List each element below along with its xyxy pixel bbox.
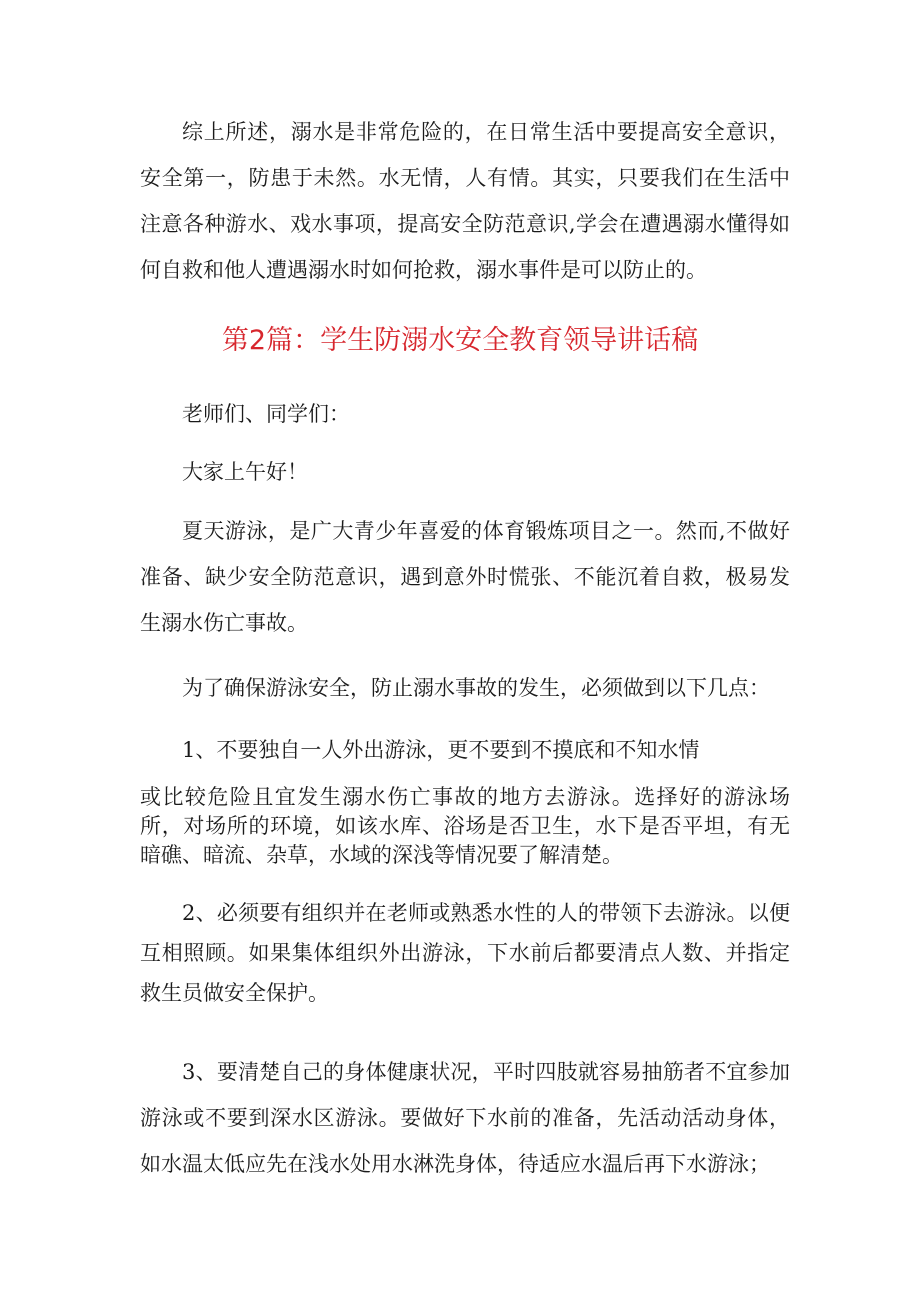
point-1-continuation: 或比较危险且宜发生溺水伤亡事故的地方去游泳。选择好的游泳场所，对场所的环境，如该水库、浴场是否卫生，水下是否平坦，有无暗礁、暗流、杂草，水域的深浅等情况要了解清楚。 — [140, 785, 790, 867]
paragraph-swimming: 夏天游泳，是广大青少年喜爱的体育锻炼项目之一。然而,不做好准备、缺少安全防范意识，遇到意外时慌张、不能沉着自救，极易发生溺水伤亡事故。 — [140, 519, 790, 635]
section-title: 第2篇：学生防溺水安全教育领导讲话稿 — [221, 325, 699, 356]
paragraph-points-intro: 为了确保游泳安全，防止溺水事故的发生，必须做到以下几点： — [182, 676, 770, 700]
point-1-first-line: 1、不要独自一人外出游泳，更不要到不摸底和不知水情 — [182, 738, 700, 762]
intro-paragraph: 综上所述，溺水是非常危险的，在日常生活中要提高安全意识，安全第一，防患于未然。水无情，人有情。其实，只要我们在生活中注意各种游水、戏水事项，提高安全防范意识,学会在遭遇溺水懂得如何自救和他人遭遇溺水时如何抢救，溺水事件是可以防止的。 — [140, 120, 790, 282]
salutation: 老师们、同学们： — [182, 402, 350, 426]
point-2-paragraph: 2、必须要有组织并在老师或熟悉水性的人的带领下去游泳。以便互相照顾。如果集体组织外出游泳，下水前后都要清点人数、并指定救生员做安全保护。 — [140, 901, 790, 1005]
greeting: 大家上午好！ — [182, 460, 308, 484]
point-3-paragraph: 3、要清楚自己的身体健康状况，平时四肢就容易抽筋者不宜参加游泳或不要到深水区游泳。要做好下水前的准备，先活动活动身体，如水温太低应先在浅水处用水淋洗身体，待适应水温后再下水游泳； — [140, 1060, 790, 1176]
